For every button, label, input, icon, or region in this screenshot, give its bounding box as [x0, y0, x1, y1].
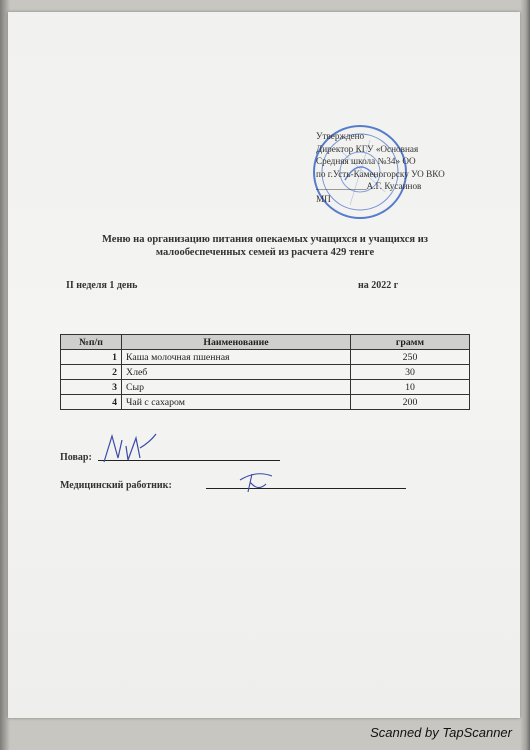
- row-dish-name: Сыр: [122, 380, 351, 395]
- column-header-number: №п/п: [61, 335, 122, 350]
- row-number: 4: [61, 395, 122, 410]
- table-row: [61, 365, 470, 380]
- approval-line: по г.Усть-Каменогорску УО ВКО: [316, 168, 445, 179]
- approval-line: Директор КГУ «Основная: [316, 143, 419, 154]
- scanner-watermark: Scanned by TapScanner: [370, 725, 512, 740]
- row-grams: 10: [351, 380, 470, 395]
- year-label: на 2022 г: [358, 280, 399, 291]
- table-row: [61, 380, 470, 395]
- menu-table: [60, 334, 470, 410]
- cook-label: Повар:: [60, 452, 92, 463]
- row-grams: 30: [351, 365, 470, 380]
- column-header-name: Наименование: [122, 335, 351, 350]
- approval-block: [316, 130, 516, 205]
- table-header-row: [61, 335, 470, 350]
- row-number: 2: [61, 365, 122, 380]
- row-dish-name: Хлеб: [122, 365, 351, 380]
- row-number: 3: [61, 380, 122, 395]
- approval-line: МП: [316, 193, 331, 204]
- cook-signature: [100, 428, 160, 468]
- medic-label: Медицинский работник:: [60, 480, 172, 491]
- row-dish-name: Чай с сахаром: [122, 395, 351, 410]
- row-grams: 250: [351, 350, 470, 365]
- menu-title: Меню на организацию питания опекаемых учащихся и учащихся из малообеспеченных семей из расчета 429 тенге: [102, 234, 428, 258]
- medic-signature: [236, 468, 276, 494]
- column-header-grams: грамм: [351, 335, 470, 350]
- approval-line: Средняя школа №34» ОО: [316, 156, 416, 166]
- row-grams: 200: [351, 395, 470, 410]
- row-dish-name: Каша молочная пшенная: [122, 350, 351, 365]
- row-number: 1: [61, 350, 122, 365]
- approval-line: Утверждено: [316, 131, 365, 141]
- table-row: [61, 350, 470, 365]
- week-day-label: II неделя 1 день: [66, 280, 138, 291]
- approval-line: ___________А.Г. Кусаинов: [316, 181, 422, 191]
- table-row: [61, 395, 470, 410]
